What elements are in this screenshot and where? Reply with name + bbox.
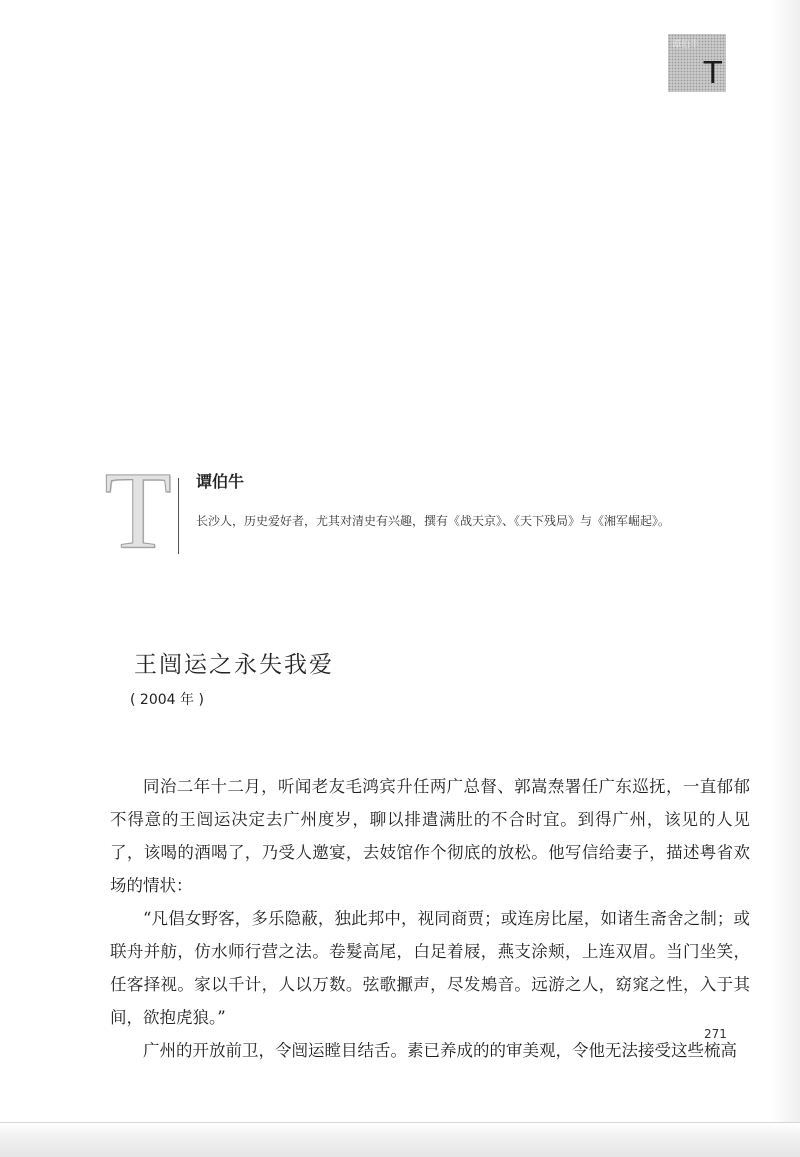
author-name: 谭伯牛 (196, 472, 245, 491)
page-number: 271 (704, 1027, 727, 1041)
section-index-tab (668, 34, 726, 92)
article-body (110, 770, 750, 1067)
section-index-tab-letter: T (703, 56, 722, 91)
body-paragraph: 广州的开放前卫，令闿运瞠目结舌。素已养成的的审美观，令他无法接受这些梳高 (143, 1041, 737, 1060)
author-bio: 长沙人，历史爱好者，尤其对清史有兴趣，撰有《战天京》、《天下残局》与《湘军崛起》。 (196, 514, 671, 528)
section-index-tab-small-text: 谭伯牛 (672, 40, 700, 50)
author-initial-letter: T (104, 449, 172, 571)
body-paragraph: 同治二年十二月，听闻老友毛鸿宾升任两广总督、郭嵩焘署任广东巡抚，一直郁郁不得意的王闿运决定去广州度岁，聊以排遣满肚的不合时宜。到得广州，该见的人见了，该喝的酒喝了，乃受人邀宴，去妓馆作个彻底的放松。他写信给妻子，描述粤省欢场的情状： (110, 777, 750, 895)
article-year: ( 2004 年 ) (130, 692, 204, 708)
author-divider (178, 478, 179, 554)
scan-edge-bottom (0, 1122, 800, 1157)
scan-edge-right (770, 0, 800, 1156)
body-paragraph: “凡倡女野客，多乐隐蔽，独此邦中，视同商贾；或连房比屋，如诸生斋舍之制；或联舟并舫，仿水师行营之法。卷髮高尾，白足着屐，燕支涂颊，上连双眉。当门坐笑，任客择视。家以千计，人以万数。弦歌擫声，尽发鴂音。远游之人，窈窕之性，入于其间，欲抱虎狼。” (110, 909, 750, 1027)
article-title: 王闿运之永失我爱 (134, 652, 334, 678)
